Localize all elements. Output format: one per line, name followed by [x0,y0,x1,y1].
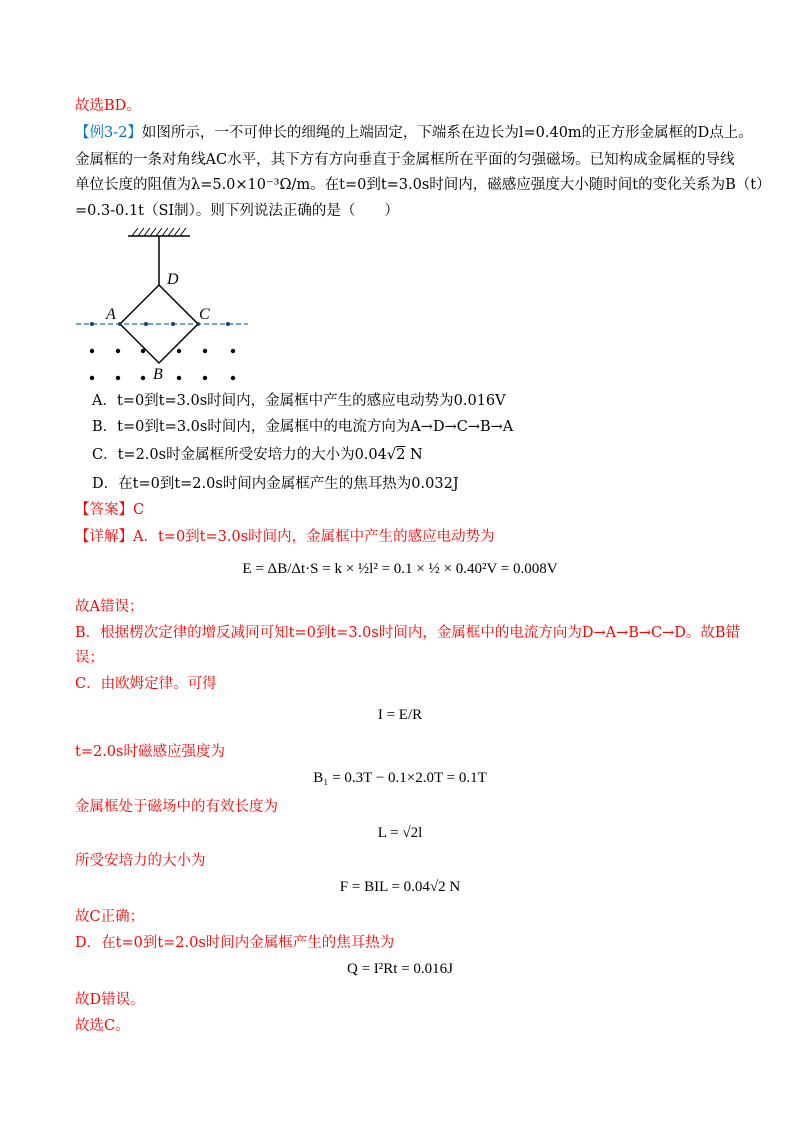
label-d: D [167,271,179,288]
answer-tag: 【答案】 [75,502,133,518]
analysis-c-force: 所受安培力的大小为 [75,853,206,869]
equation-heat: Q = I²Rt = 0.016J [346,961,453,977]
analysis-a-conclusion: 故A错误； [75,599,144,615]
equation-length: L = √2l [377,825,423,841]
analysis-d-conclusion: 故D错误。 [75,992,145,1008]
option-b: B．t=0到t=3.0s时间内，金属框中的电流方向为A→D→C→B→A [92,419,514,435]
equation-current: I = E/R [377,707,423,723]
problem-line-2: 金属框的一条对角线AC水平，其下方有方向垂直于金属框所在平面的匀强磁场。已知构成金属框的导线 [75,152,735,168]
analysis-c-conclusion: 故C正确； [75,909,145,925]
equation-emf: E = ΔB/Δt·S = k × ½l² = 0.1 × ½ × 0.40²V = 0.008V [242,561,558,577]
sqrt2-symbol: √2 [386,447,406,463]
analysis-b-line-1: B．根据楞次定律的增反减同可知t=0到t=3.0s时间内，金属框中的电流方向为D→A→B→C→D。故B错 [75,625,741,641]
analysis-line-a [75,526,495,548]
final-answer: 故选C。 [75,1018,130,1034]
equation-force: F = BIL = 0.04√2 N [339,879,461,895]
problem-line-1 [75,122,753,144]
option-d: D．在t=0到t=2.0s时间内金属框产生的焦耳热为0.032J [92,476,459,492]
answer-value: C [133,502,145,518]
label-a: A [106,306,116,323]
option-a: A．t=0到t=3.0s时间内，金属框中产生的感应电动势为0.016V [92,393,506,409]
problem-line-3: 单位长度的阻值为λ=5.0×10⁻³Ω/m。在t=0到t=3.0s时间内，磁感应强度大小随时间t的变化关系为B（t） [75,177,771,193]
analysis-c-t2: t=2.0s时磁感应强度为 [75,744,225,760]
equation-b1: B₁ = 0.3T − 0.1×2.0T = 0.1T [313,770,487,786]
ceiling-support [128,228,190,236]
example-tag: 【例3-2】 [75,125,142,141]
label-b: B [153,366,163,383]
option-c [92,444,423,466]
analysis-a-intro: A．t=0到t=3.0s时间内，金属框中产生的感应电动势为 [133,529,495,545]
problem-line-4: =0.3-0.1t（SI制）。则下列说法正确的是（ ） [75,203,399,219]
problem-text-1: 如图所示，一不可伸长的细绳的上端固定，下端系在边长为l=0.40m的正方形金属框的D点上。 [141,125,753,141]
option-c-unit: N [409,447,423,463]
label-c: C [199,306,210,323]
analysis-tag: 【详解】 [75,529,133,545]
analysis-c-intro: C．由欧姆定律。可得 [75,676,217,692]
analysis-d-intro: D．在t=0到t=2.0s时间内金属框产生的焦耳热为 [75,935,395,951]
answer-line [75,499,144,521]
previous-answer: 故选BD。 [75,98,141,114]
analysis-b-line-2: 误； [75,650,104,666]
metal-frame-figure [70,222,260,387]
analysis-c-length: 金属框处于磁场中的有效长度为 [75,799,278,815]
option-c-text: C．t=2.0s时金属框所受安培力的大小为0.04 [92,447,387,463]
